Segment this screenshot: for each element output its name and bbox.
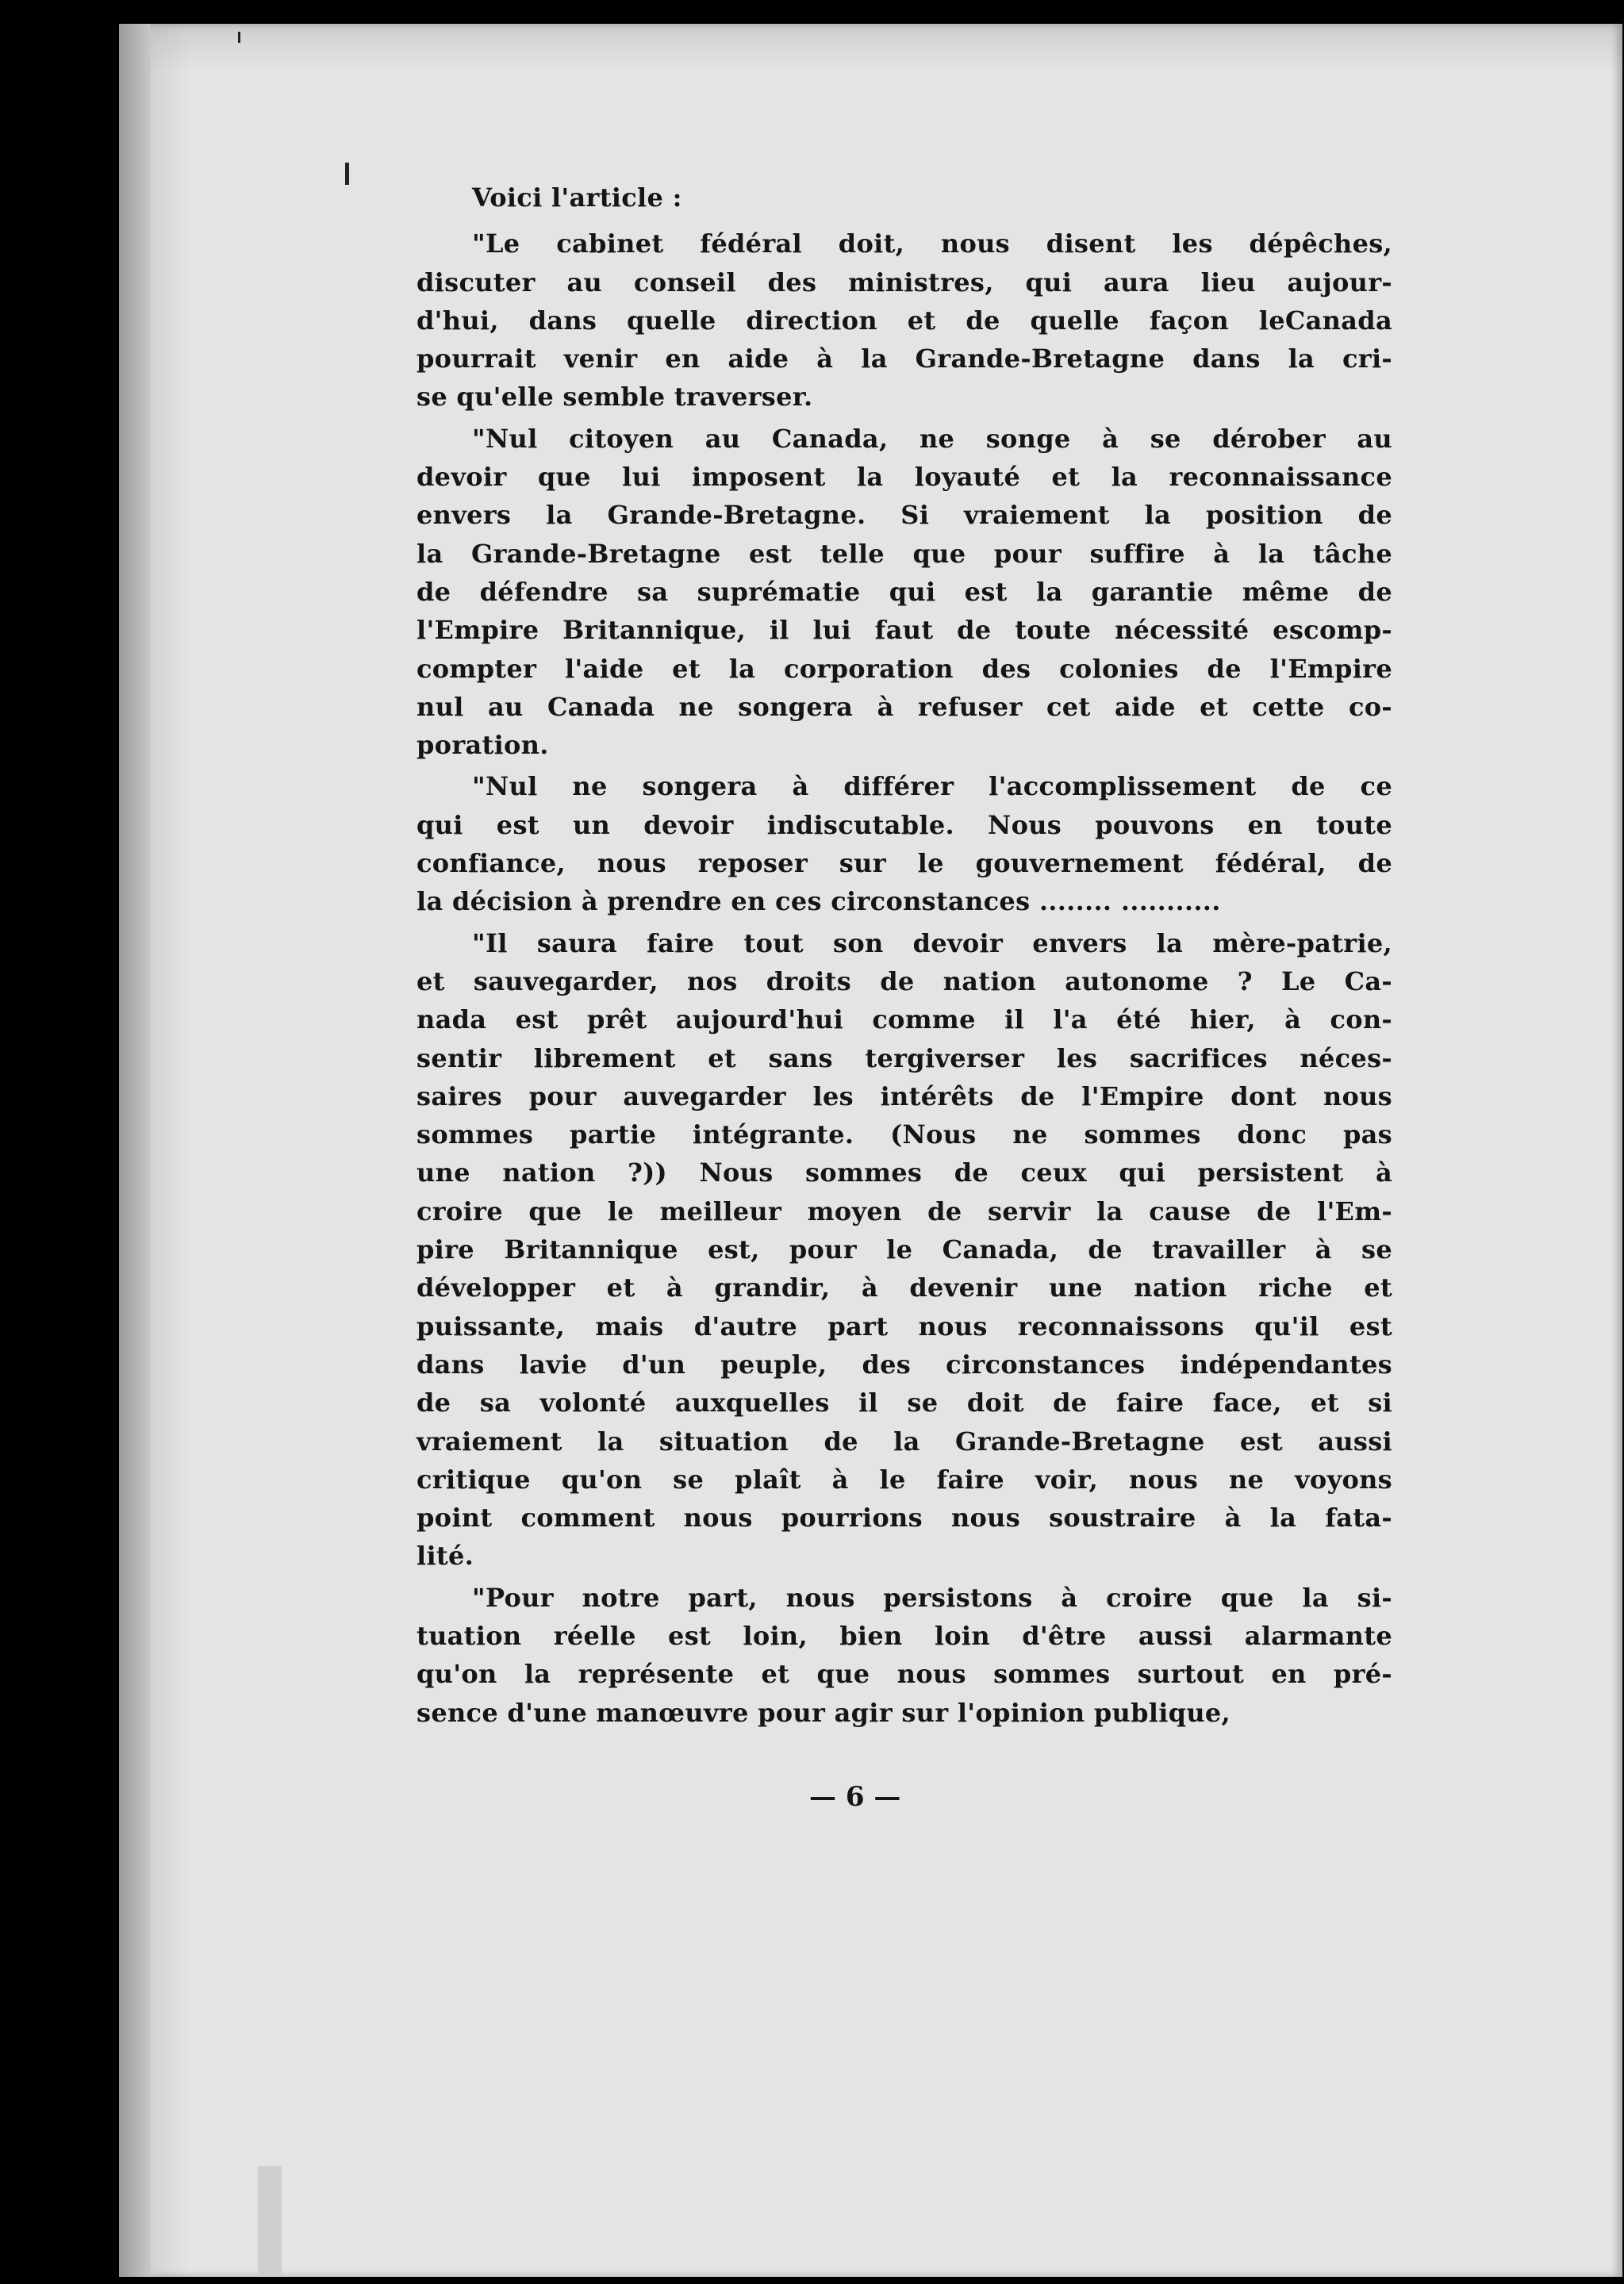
text-line: qu'on la représente et que nous sommes surtout en pré- <box>417 1659 1392 1690</box>
text-line: nada est prêt aujourd'hui comme il l'a été hier, à con- <box>417 1004 1392 1035</box>
text-line: lité. <box>417 1541 474 1572</box>
text-line: d'hui, dans quelle direction et de quelle façon leCanada <box>417 305 1392 336</box>
text-line: la décision à prendre en ces circonstances ........ ........... <box>417 886 1221 917</box>
ink-speck <box>238 32 240 43</box>
text-line: envers la Grande-Bretagne. Si vraiement la position de <box>417 500 1392 531</box>
page-number: — 6 — <box>809 1781 901 1813</box>
text-line: qui est un devoir indiscutable. Nous pouvons en toute <box>417 809 1392 840</box>
text-line: une nation ?)) Nous sommes de ceux qui persistent à <box>417 1157 1392 1188</box>
text-line: sentir librement et sans tergiverser les sacrifices néces- <box>417 1042 1392 1073</box>
text-line: puissante, mais d'autre part nous reconnaissons qu'il est <box>417 1311 1392 1342</box>
text-line: de défendre sa suprématie qui est la garantie même de <box>417 576 1392 607</box>
text-line: pire Britannique est, pour le Canada, de travailler à se <box>417 1234 1392 1265</box>
text-line: confiance, nous reposer sur le gouvernement fédéral, de <box>417 848 1392 879</box>
paragraph <box>417 1579 1392 1732</box>
text-line: dans lavie d'un peuple, des circonstances indépendantes <box>417 1349 1392 1380</box>
text-line: se qu'elle semble traverser. <box>417 382 813 413</box>
text-line: sommes partie intégrante. (Nous ne sommes donc pas <box>417 1119 1392 1150</box>
paragraph-list <box>417 225 1392 1732</box>
text-line: point comment nous pourrions nous soustraire à la fata- <box>417 1503 1392 1534</box>
paragraph <box>417 767 1392 920</box>
text-line: discuter au conseil des ministres, qui aura lieu aujour- <box>417 267 1392 297</box>
page-tab <box>258 2166 282 2277</box>
text-line: et sauvegarder, nos droits de nation autonome ? Le Ca- <box>417 965 1392 996</box>
ink-speck <box>345 163 349 185</box>
text-line: vraiement la situation de la Grande-Bretagne est aussi <box>417 1426 1392 1457</box>
text-line: "Le cabinet fédéral doit, nous disent les dépêches, <box>472 228 1392 259</box>
text-line: croire que le meilleur moyen de servir la cause de l'Em- <box>417 1196 1392 1226</box>
article-text <box>417 178 1392 1735</box>
text-line: sence d'une manœuvre pour agir sur l'opinion publique, <box>417 1697 1230 1728</box>
text-line: critique qu'on se plaît à le faire voir, nous ne voyons <box>417 1464 1392 1495</box>
text-line: devoir que lui imposent la loyauté et la reconnaissance <box>417 462 1392 493</box>
paragraph <box>417 420 1392 765</box>
text-line: pourrait venir en aide à la Grande-Bretagne dans la cri- <box>417 344 1392 374</box>
text-line: l'Empire Britannique, il lui faut de toute nécessité escomp- <box>417 615 1392 646</box>
text-line: compter l'aide et la corporation des colonies de l'Empire <box>417 653 1392 684</box>
text-line: "Il saura faire tout son devoir envers la mère-patrie, <box>472 927 1392 958</box>
text-line: développer et à grandir, à devenir une nation riche et <box>417 1273 1392 1303</box>
text-line: saires pour auvegarder les intérêts de l'Empire dont nous <box>417 1081 1392 1111</box>
text-line: "Pour notre part, nous persistons à croire que la si- <box>472 1582 1392 1613</box>
text-line: la Grande-Bretagne est telle que pour suffire à la tâche <box>417 538 1392 569</box>
text-line: "Nul citoyen au Canada, ne songe à se dérober au <box>472 423 1392 454</box>
paragraph <box>417 225 1392 416</box>
text-line: nul au Canada ne songera à refuser cet aide et cette co- <box>417 691 1392 722</box>
binding-edge <box>119 24 151 2277</box>
text-line: "Nul ne songera à différer l'accomplissement de ce <box>472 771 1392 802</box>
text-line: de sa volonté auxquelles il se doit de faire face, et si <box>417 1388 1392 1418</box>
article-heading: Voici l'article : <box>472 182 682 213</box>
text-line: poration. <box>417 730 549 761</box>
paragraph <box>417 924 1392 1576</box>
text-line: tuation réelle est loin, bien loin d'être aussi alarmante <box>417 1620 1392 1651</box>
